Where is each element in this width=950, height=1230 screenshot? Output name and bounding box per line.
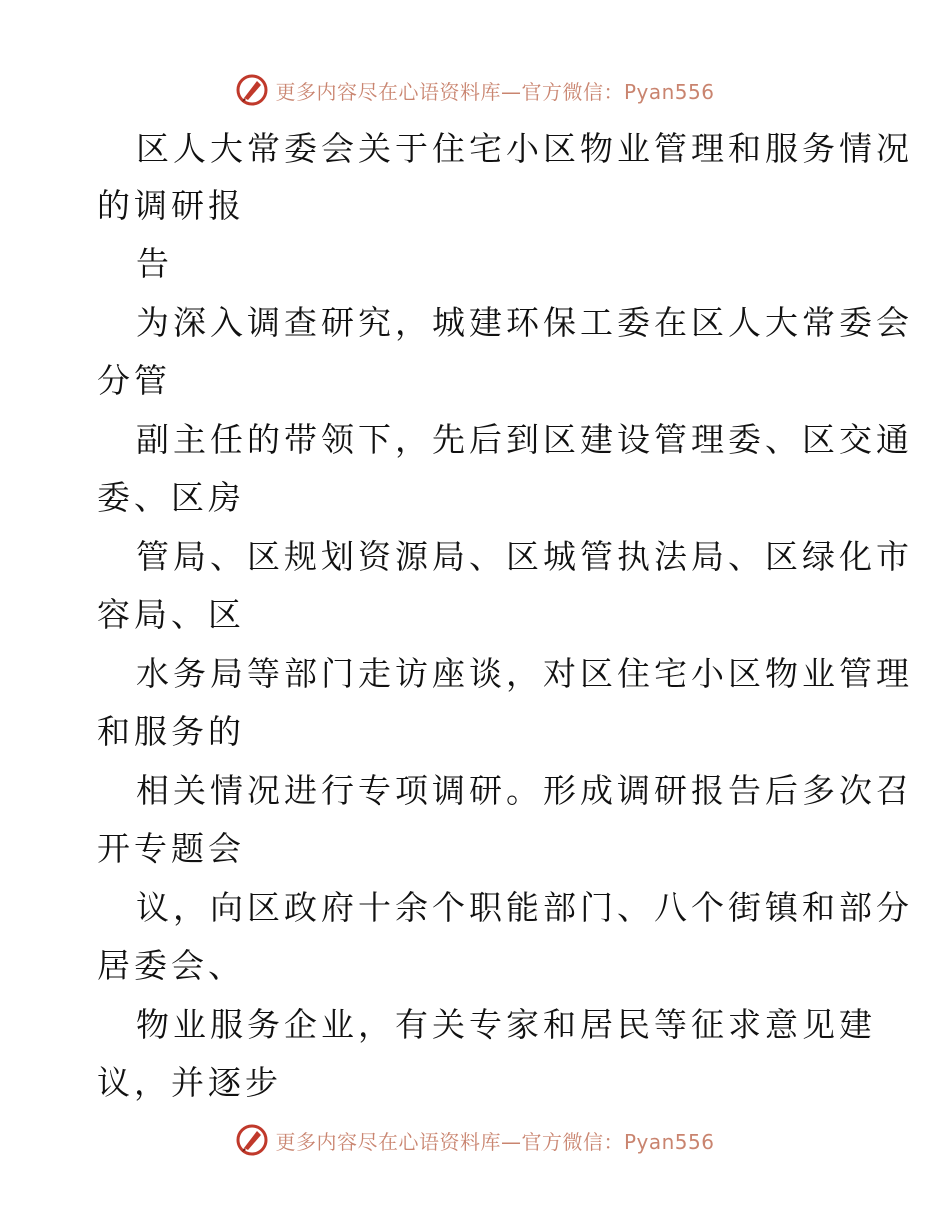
paragraph-line: 物业服务企业，有关专家和居民等征求意见建 [136, 1005, 876, 1044]
paragraph-line: 议，并逐步 [97, 1063, 282, 1102]
paragraph-line: 水务局等部门走访座谈，对区住宅小区物业管理 [136, 654, 913, 693]
paragraph-line: 开专题会 [97, 829, 245, 868]
footer-banner-text: 更多内容尽在心语资料库—官方微信：Pyan556 [275, 1129, 715, 1154]
paragraph-line: 为深入调查研究，城建环保工委在区人大常委会 [136, 303, 913, 342]
document-title-line-2: 的调研报 [97, 186, 245, 225]
document-title-line-1: 区人大常委会关于住宅小区物业管理和服务情况 [136, 129, 913, 168]
paragraph-line: 分管 [97, 361, 171, 400]
paragraph-line: 相关情况进行专项调研。形成调研报告后多次召 [136, 771, 913, 810]
paragraph-line: 和服务的 [97, 712, 245, 751]
document-title-line-3: 告 [136, 244, 173, 283]
paragraph-line: 容局、区 [97, 595, 245, 634]
paragraph-line: 居委会、 [97, 946, 245, 985]
header-banner-text: 更多内容尽在心语资料库—官方微信：Pyan556 [275, 79, 715, 104]
footer-banner [0, 1120, 950, 1160]
pen-logo-icon [235, 1123, 269, 1157]
paragraph-line: 委、区房 [97, 478, 245, 517]
paragraph-line: 副主任的带领下，先后到区建设管理委、区交通 [136, 420, 913, 459]
paragraph-line: 议，向区政府十余个职能部门、八个街镇和部分 [136, 888, 913, 927]
paragraph-line: 管局、区规划资源局、区城管执法局、区绿化市 [136, 537, 913, 576]
